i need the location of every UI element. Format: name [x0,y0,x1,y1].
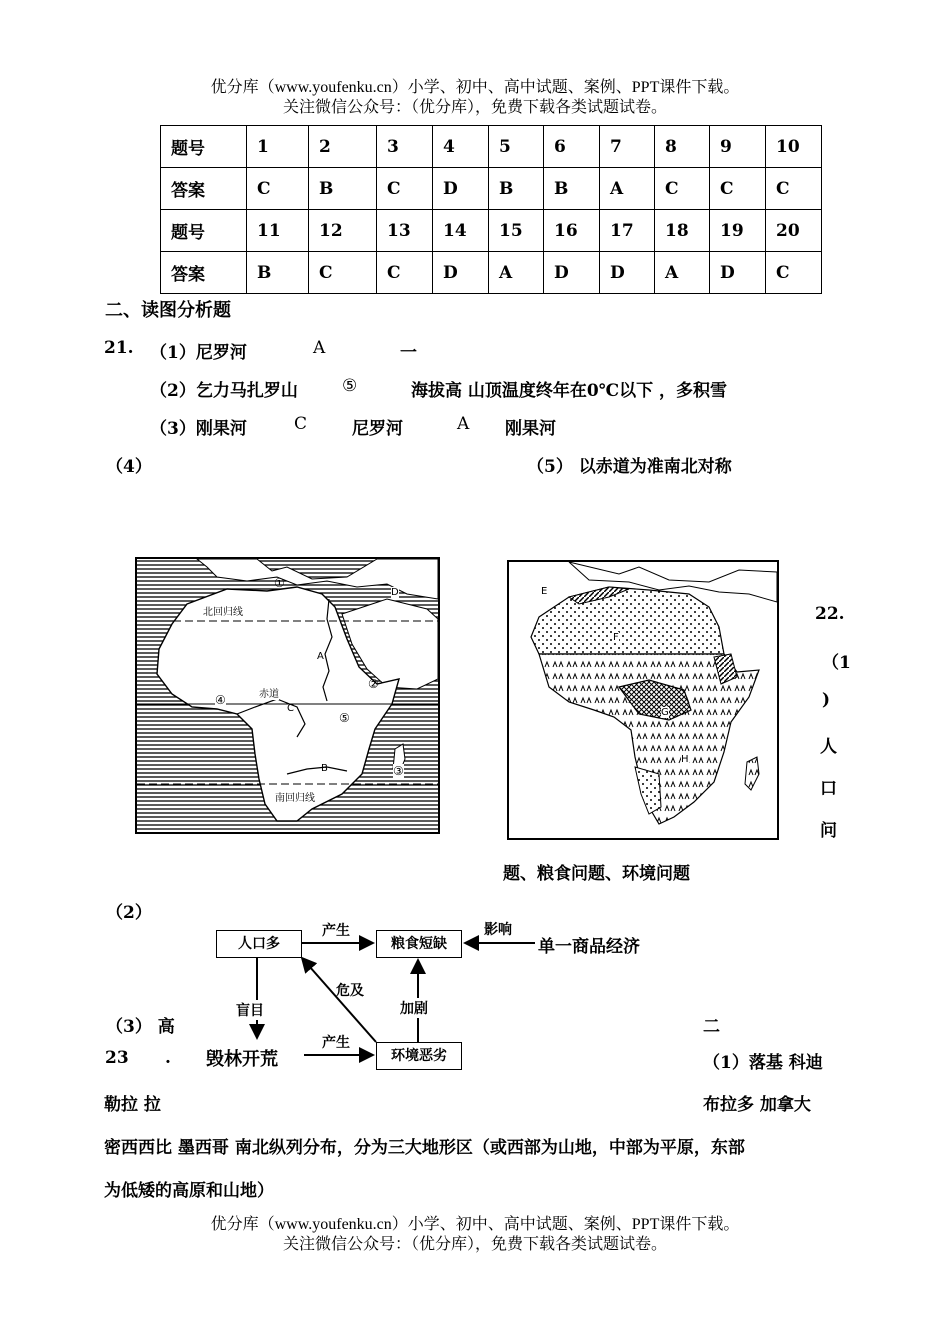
q21-p2-b: 海拔高 山顶温度终年在0℃以下 ，多积雪 [411,381,728,401]
q23-line4: 为低矮的高原和山地） [104,1181,274,1201]
label-produce-1: 产生 [322,923,350,939]
table-cell: C [766,252,822,294]
q22-v1: （1 [822,653,851,673]
table-row [161,210,822,252]
africa-zones-svg [509,562,777,838]
table-cell: D [433,168,489,210]
table-cell: 7 [600,126,655,168]
equator-label: 赤道 [259,685,279,700]
q21-p1-label: （1）尼罗河 [150,343,247,363]
q21-p3-d: 刚果河 [505,419,556,439]
map1-mark-d: D [391,587,399,598]
table-cell: A [655,252,710,294]
table-cell: C [309,252,377,294]
q21-p5-label: （5） 以赤道为准南北对称 [527,457,732,477]
table-cell: C [377,252,433,294]
q23-number: 23 [105,1048,129,1068]
africa-rivers-map [135,557,440,834]
map1-mark-4: ④ [215,693,226,707]
q21-p2-label: （2）乞力马扎罗山 [150,381,298,401]
q21-p4-label: （4） [106,457,152,477]
box-environment: 环境恶劣 [376,1042,462,1070]
answer-table [160,125,822,294]
table-cell: 8 [655,126,710,168]
q23-p1-label: （1）落基 科迪 [703,1053,823,1073]
table-cell: 20 [766,210,822,252]
header-line-1: 优分库（www.youfenku.cn）小学、初中、高中试题、案例、PPT课件下载。 [210,79,740,96]
q21-p3-label: （3）刚果河 [150,419,247,439]
map1-mark-3: ③ [393,764,404,778]
table-cell: 5 [489,126,544,168]
q23-dot: . [165,1048,171,1068]
q21-p1-b: 一 [400,343,417,363]
table-cell: 6 [544,126,600,168]
label-danger: 危及 [336,983,364,999]
madagascar-2 [745,757,759,790]
table-cell: B [489,168,544,210]
q22-number: 22. [815,604,845,624]
table-cell: 3 [377,126,433,168]
map1-mark-5: ⑤ [339,711,350,725]
map2-label-f: F [613,632,619,643]
table-cell: D [544,252,600,294]
table-row [161,126,822,168]
table-cell: A [600,168,655,210]
label-produce-2: 产生 [322,1035,350,1051]
table-cell: 1 [247,126,309,168]
map2-label-e: E [541,586,548,597]
section-title: 二、读图分析题 [105,300,231,321]
q21-p3-b: 尼罗河 [352,419,403,439]
table-cell: A [489,252,544,294]
table-cell: C [710,168,766,210]
q21-p3-a: C [294,414,308,434]
table-cell: C [247,168,309,210]
table-cell: 10 [766,126,822,168]
q22-p3-label: （3） 高 [106,1017,175,1037]
table-row-header: 题号 [161,126,247,168]
table-cell: 11 [247,210,309,252]
kalahari-zone [635,767,661,814]
q23-line3: 密西西比 墨西哥 南北纵列分布，分为三大地形区（或西部为山地，中部为平原，东部 [104,1138,745,1158]
table-cell: 19 [710,210,766,252]
table-cell: 15 [489,210,544,252]
desert-zone [531,587,724,654]
cause-flow-diagram [200,916,700,1081]
table-cell: C [377,168,433,210]
table-cell: D [433,252,489,294]
q22-v4: 口 [820,779,837,799]
q21-number: 21. [104,338,134,358]
map1-mark-b: B [321,763,328,774]
table-cell: B [544,168,600,210]
q22-p3-right: 二 [703,1017,720,1037]
south-tropic-label: 南回归线 [275,789,315,804]
map2-label-g: G [661,707,669,718]
label-blind: 盲目 [236,1000,264,1020]
q22-v5: 问 [820,821,837,841]
label-aggravate: 加剧 [400,998,428,1018]
table-cell: D [710,252,766,294]
table-cell: 13 [377,210,433,252]
label-influence: 影响 [484,922,512,938]
table-cell: 2 [309,126,377,168]
table-cell: B [247,252,309,294]
q22-p1-tail: 题、粮食问题、环境问题 [503,864,690,884]
map1-mark-2: ② [368,677,379,691]
box-population: 人口多 [216,930,302,958]
q23-line2-left: 勒拉 拉 [104,1095,161,1115]
q23-line2-right: 布拉多 加拿大 [703,1095,811,1115]
table-cell: 9 [710,126,766,168]
table-cell: B [309,168,377,210]
table-cell: C [766,168,822,210]
map1-mark-c: C [287,703,294,714]
q22-p2-label: （2） [106,903,152,923]
box-food-shortage: 粮食短缺 [376,930,462,958]
map1-mark-a: A [317,651,324,662]
table-cell: C [655,168,710,210]
table-row [161,168,822,210]
table-row-header: 答案 [161,168,247,210]
footer-line-1: 优分库（www.youfenku.cn）小学、初中、高中试题、案例、PPT课件下载。 [210,1216,740,1233]
north-tropic-label: 北回归线 [203,603,243,618]
header-line-2: 关注微信公众号：（优分库），免费下载各类试题试卷。 [282,99,667,116]
table-cell: 4 [433,126,489,168]
map2-label-h: H [681,754,689,765]
q21-p2-a: ⑤ [342,376,358,396]
map1-mark-1: ① [274,576,285,590]
footer-line-2: 关注微信公众号：（优分库），免费下载各类试题试卷。 [282,1236,667,1253]
arrow-env-to-pop [302,958,376,1042]
table-row-header: 题号 [161,210,247,252]
table-cell: 17 [600,210,655,252]
table-cell: 14 [433,210,489,252]
table-cell: 12 [309,210,377,252]
label-deforestation: 毁林开荒 [206,1049,278,1070]
africa-zones-map [507,560,779,840]
q22-v2: ) [822,690,831,710]
table-row-header: 答案 [161,252,247,294]
table-cell: 18 [655,210,710,252]
q21-p3-c: A [457,414,470,434]
q21-p1-a: A [313,338,326,358]
label-single-economy: 单一商品经济 [538,937,640,957]
table-cell: D [600,252,655,294]
q22-v3: 人 [820,737,837,757]
table-cell: 16 [544,210,600,252]
table-row [161,252,822,294]
